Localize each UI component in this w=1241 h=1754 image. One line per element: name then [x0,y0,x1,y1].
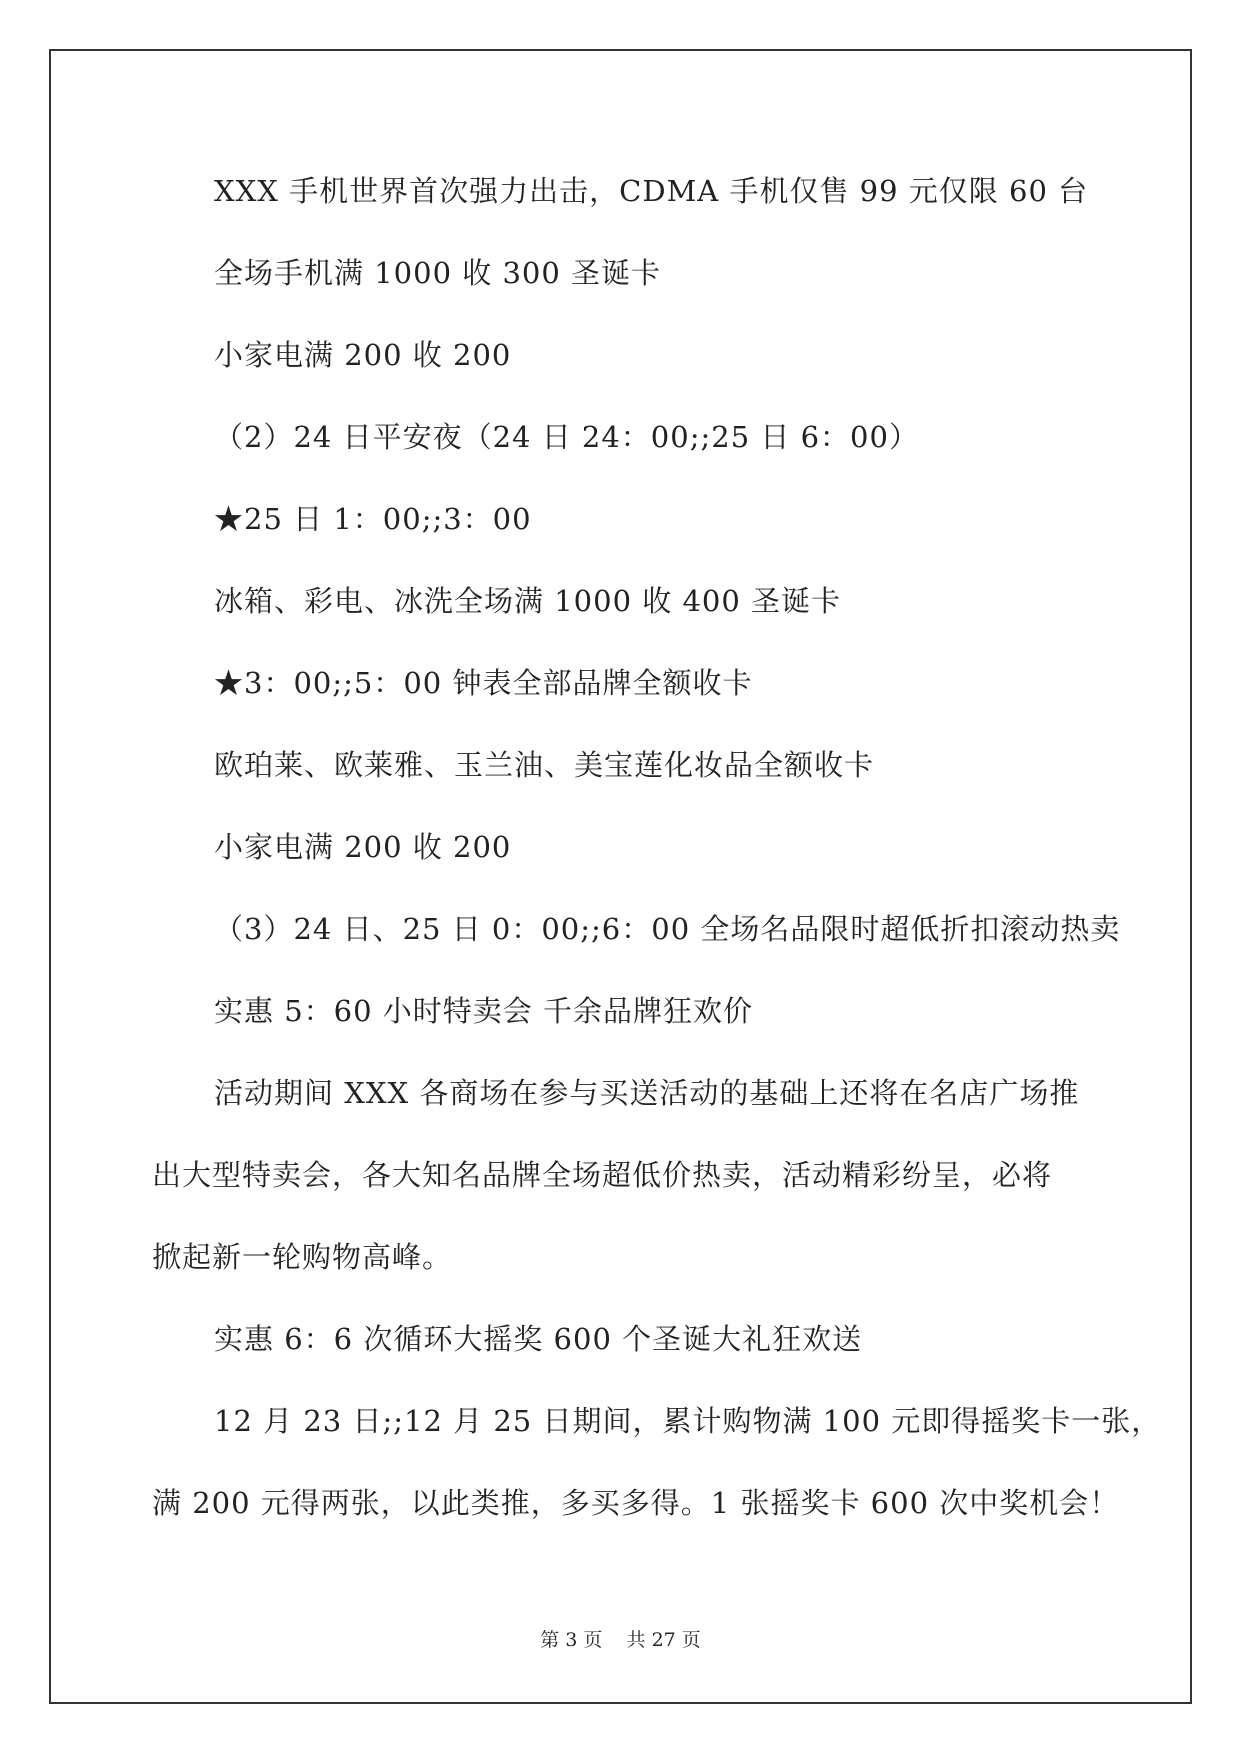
text-line: ★3：00;;5：00 钟表全部品牌全额收卡 [214,666,753,700]
text-line: 活动期间 XXX 各商场在参与买送活动的基础上还将在名店广场推 [214,1076,1080,1110]
text-line: 小家电满 200 收 200 [214,830,512,864]
text-line: 出大型特卖会，各大知名品牌全场超低价热卖，活动精彩纷呈，必将 [152,1158,1053,1192]
text-line: （2）24 日平安夜（24 日 24：00;;25 日 6：00） [214,420,919,454]
page-number: 第 3 页 共 27 页 [540,1629,701,1651]
text-line: 掀起新一轮购物高峰。 [152,1240,453,1274]
text-line: 实惠 6：6 次循环大摇奖 600 个圣诞大礼狂欢送 [214,1322,863,1356]
text-line: 12 月 23 日;;12 月 25 日期间，累计购物满 100 元即得摇奖卡一张， [214,1404,1162,1438]
text-line: （3）24 日、25 日 0：00;;6：00 全场名品限时超低折扣滚动热卖 [214,912,1121,946]
text-line: 全场手机满 1000 收 300 圣诞卡 [214,256,662,290]
text-line: ★25 日 1：00;;3：00 [214,502,532,536]
document-body [152,165,1162,1559]
text-line: 满 200 元得两张，以此类推，多买多得。1 张摇奖卡 600 次中奖机会！ [152,1486,1120,1520]
text-line: XXX 手机世界首次强力出击，CDMA 手机仅售 99 元仅限 60 台 [214,174,1089,208]
text-line: 冰箱、彩电、冰洗全场满 1000 收 400 圣诞卡 [214,584,842,618]
text-line: 实惠 5：60 小时特卖会 千余品牌狂欢价 [214,994,754,1028]
text-line: 欧珀莱、欧莱雅、玉兰油、美宝莲化妆品全额收卡 [214,748,875,782]
text-line: 小家电满 200 收 200 [214,338,512,372]
